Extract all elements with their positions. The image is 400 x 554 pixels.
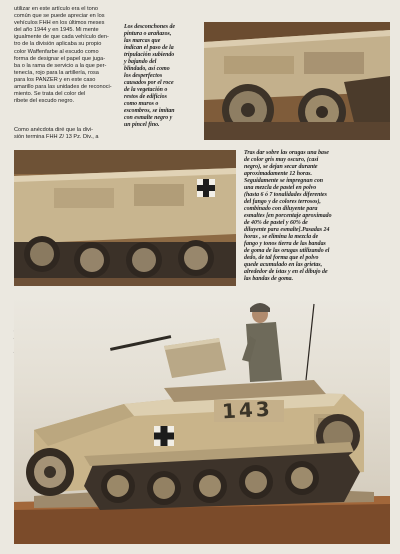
caption-scratches: Los desconchones de pintura o arañazos, las marcas que indican el paso de la tripulación subiendo y bajando del blindado, así como los desperfectos causados por el roce de la vegetación o restos de edificios como muros o escombros, se imitan con esmalte negro y un pincel fino. bbox=[124, 24, 176, 128]
photo-wheel-detail bbox=[204, 22, 390, 140]
vehicle-number-marking: 143 bbox=[221, 396, 274, 424]
article-intro-paragraph: utilizar en este artículo era el tono común que se puede apreciar en los vehículos FHH en los últimos meses del año 1944 y en 1945. Mi mente igualmente de que cada vehículo den- tro de la división aplicaba su propio color Waffenfarbe al escudo como forma de designar el papel que juga- ba o la rama de servicio a la que per- tenecía, rojo para la artillería, rosa para los PANZER y en este caso amarillo para las unidades de reconoci- miento. Se trata del color del ribete del escudo negro. bbox=[14, 6, 112, 105]
photo-halftrack-main bbox=[14, 296, 390, 544]
article-second-paragraph: Como anécdota diré que la divi- sión termina FHH Z/ 13 Pz. Div., a bbox=[14, 127, 99, 141]
photo-vehicle-side-tracks bbox=[14, 150, 236, 286]
caption-tracks-weathering: Tras dar sobre las orugas una base de color gris muy oscuro, (casi negro), se dejan secar durante aproximadamente 12 horas. Seguidamente se impregnan con una mezcla de pastel en polvo (hasta 6 ó 7 tonalidades diferentes del fango y de colores terrosos), combinado con diluyente para esmaltes [en porcentaje aproximado de 40% de pastel y 60% de diluyente para esmalte].Pasadas 24 horas , se elimina la mezcla de fango y tonos tierra de las bandas de goma de las orugas utilizando el dedo, de tal forma que el polvo quede acumulado en las grietas, alrededor de ístas y en el dibujo de las bandas de goma. bbox=[244, 150, 332, 282]
